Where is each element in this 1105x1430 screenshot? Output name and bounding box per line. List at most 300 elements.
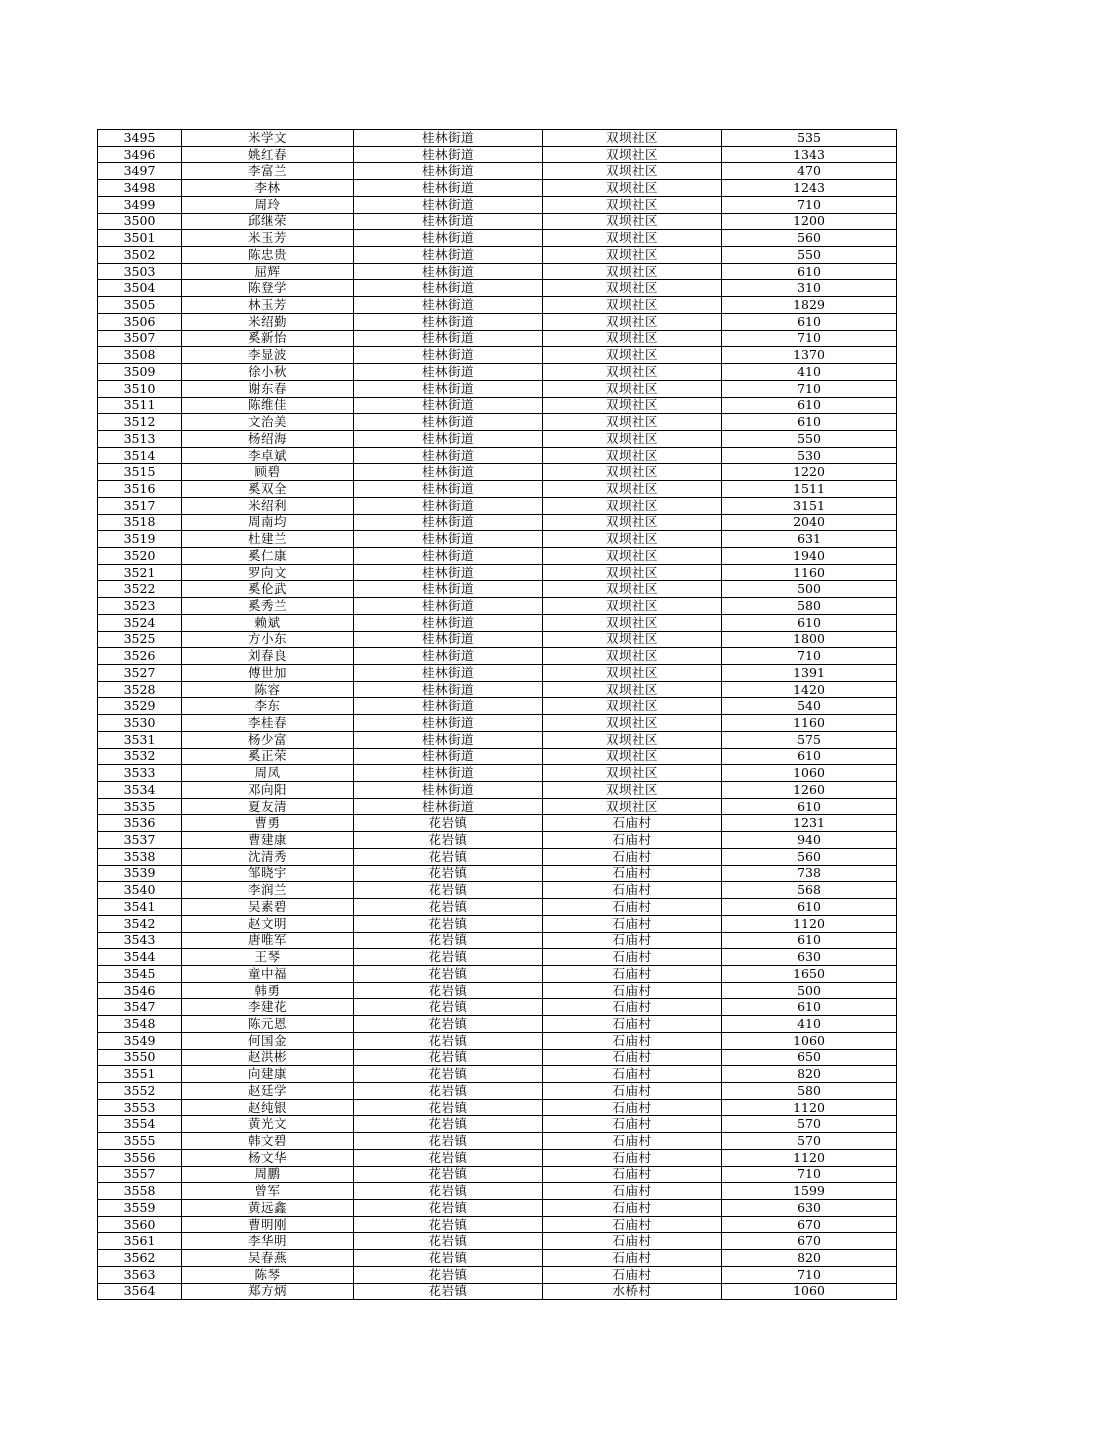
cell-village: 双坝社区 <box>543 447 722 464</box>
table-row <box>98 1116 897 1133</box>
cell-amount: 650 <box>722 1049 897 1066</box>
cell-name: 谢东春 <box>182 380 354 397</box>
cell-name: 刘春良 <box>182 648 354 665</box>
cell-id: 3518 <box>98 514 182 531</box>
cell-amount: 570 <box>722 1133 897 1150</box>
cell-village: 双坝社区 <box>543 380 722 397</box>
cell-amount: 610 <box>722 263 897 280</box>
cell-id: 3519 <box>98 531 182 548</box>
cell-id: 3536 <box>98 815 182 832</box>
cell-town: 花岩镇 <box>354 848 543 865</box>
cell-id: 3515 <box>98 464 182 481</box>
table-row <box>98 748 897 765</box>
cell-village: 双坝社区 <box>543 648 722 665</box>
cell-town: 桂林街道 <box>354 180 543 197</box>
cell-name: 唐唯军 <box>182 932 354 949</box>
table-row <box>98 698 897 715</box>
cell-id: 3551 <box>98 1066 182 1083</box>
table-row <box>98 915 897 932</box>
cell-village: 石庙村 <box>543 965 722 982</box>
cell-village: 双坝社区 <box>543 414 722 431</box>
cell-name: 陈容 <box>182 681 354 698</box>
cell-name: 赖斌 <box>182 614 354 631</box>
cell-amount: 1260 <box>722 782 897 799</box>
table-row <box>98 514 897 531</box>
cell-town: 桂林街道 <box>354 547 543 564</box>
cell-amount: 1829 <box>722 297 897 314</box>
cell-town: 桂林街道 <box>354 748 543 765</box>
cell-id: 3541 <box>98 899 182 916</box>
cell-id: 3562 <box>98 1250 182 1267</box>
cell-id: 3560 <box>98 1216 182 1233</box>
table-row <box>98 497 897 514</box>
cell-name: 何国金 <box>182 1032 354 1049</box>
cell-amount: 410 <box>722 1016 897 1033</box>
cell-amount: 610 <box>722 614 897 631</box>
table-row <box>98 798 897 815</box>
cell-village: 石庙村 <box>543 1200 722 1217</box>
table-row <box>98 1266 897 1283</box>
table-row <box>98 414 897 431</box>
cell-id: 3550 <box>98 1049 182 1066</box>
cell-town: 花岩镇 <box>354 1066 543 1083</box>
cell-name: 陈琴 <box>182 1266 354 1283</box>
cell-village: 石庙村 <box>543 1216 722 1233</box>
cell-amount: 568 <box>722 882 897 899</box>
cell-amount: 560 <box>722 848 897 865</box>
cell-amount: 710 <box>722 330 897 347</box>
cell-village: 石庙村 <box>543 815 722 832</box>
cell-town: 桂林街道 <box>354 514 543 531</box>
cell-amount: 610 <box>722 932 897 949</box>
cell-name: 吴春燕 <box>182 1250 354 1267</box>
table-row <box>98 882 897 899</box>
table-row <box>98 196 897 213</box>
cell-name: 陈登学 <box>182 280 354 297</box>
cell-name: 陈忠贵 <box>182 247 354 264</box>
cell-village: 石庙村 <box>543 1166 722 1183</box>
cell-name: 周玲 <box>182 196 354 213</box>
cell-id: 3549 <box>98 1032 182 1049</box>
cell-amount: 710 <box>722 196 897 213</box>
cell-id: 3495 <box>98 130 182 147</box>
cell-name: 曾军 <box>182 1183 354 1200</box>
cell-amount: 575 <box>722 731 897 748</box>
cell-amount: 1060 <box>722 1283 897 1300</box>
cell-town: 花岩镇 <box>354 815 543 832</box>
cell-id: 3511 <box>98 397 182 414</box>
cell-name: 米绍勤 <box>182 313 354 330</box>
cell-id: 3528 <box>98 681 182 698</box>
cell-id: 3520 <box>98 547 182 564</box>
cell-id: 3558 <box>98 1183 182 1200</box>
cell-amount: 1343 <box>722 146 897 163</box>
cell-name: 姚红春 <box>182 146 354 163</box>
cell-town: 桂林街道 <box>354 731 543 748</box>
table-row <box>98 163 897 180</box>
cell-village: 双坝社区 <box>543 497 722 514</box>
cell-id: 3539 <box>98 865 182 882</box>
cell-village: 双坝社区 <box>543 364 722 381</box>
cell-village: 双坝社区 <box>543 464 722 481</box>
cell-id: 3555 <box>98 1133 182 1150</box>
cell-village: 双坝社区 <box>543 614 722 631</box>
table-row <box>98 447 897 464</box>
cell-amount: 1243 <box>722 180 897 197</box>
cell-village: 双坝社区 <box>543 765 722 782</box>
cell-town: 花岩镇 <box>354 1032 543 1049</box>
cell-id: 3513 <box>98 430 182 447</box>
cell-town: 桂林街道 <box>354 196 543 213</box>
cell-name: 周鹏 <box>182 1166 354 1183</box>
cell-town: 桂林街道 <box>354 213 543 230</box>
cell-village: 石庙村 <box>543 1016 722 1033</box>
cell-name: 林玉芳 <box>182 297 354 314</box>
cell-town: 桂林街道 <box>354 782 543 799</box>
cell-amount: 1370 <box>722 347 897 364</box>
cell-id: 3547 <box>98 999 182 1016</box>
cell-name: 赵纯银 <box>182 1099 354 1116</box>
cell-town: 桂林街道 <box>354 681 543 698</box>
cell-village: 石庙村 <box>543 1133 722 1150</box>
table-row <box>98 397 897 414</box>
table-row <box>98 213 897 230</box>
table-row <box>98 631 897 648</box>
cell-name: 杨绍海 <box>182 430 354 447</box>
cell-name: 向建康 <box>182 1066 354 1083</box>
cell-id: 3505 <box>98 297 182 314</box>
cell-village: 石庙村 <box>543 1149 722 1166</box>
cell-id: 3507 <box>98 330 182 347</box>
cell-id: 3559 <box>98 1200 182 1217</box>
cell-town: 桂林街道 <box>354 297 543 314</box>
table-row <box>98 330 897 347</box>
cell-village: 石庙村 <box>543 1049 722 1066</box>
cell-amount: 670 <box>722 1233 897 1250</box>
cell-name: 罗向文 <box>182 564 354 581</box>
cell-village: 石庙村 <box>543 1266 722 1283</box>
cell-id: 3554 <box>98 1116 182 1133</box>
cell-village: 石庙村 <box>543 1183 722 1200</box>
table-row <box>98 1049 897 1066</box>
cell-amount: 610 <box>722 798 897 815</box>
cell-name: 赵文明 <box>182 915 354 932</box>
table-row <box>98 949 897 966</box>
cell-village: 石庙村 <box>543 865 722 882</box>
cell-village: 双坝社区 <box>543 731 722 748</box>
cell-amount: 1160 <box>722 715 897 732</box>
cell-id: 3504 <box>98 280 182 297</box>
cell-id: 3538 <box>98 848 182 865</box>
cell-town: 桂林街道 <box>354 364 543 381</box>
cell-amount: 630 <box>722 949 897 966</box>
cell-town: 花岩镇 <box>354 1149 543 1166</box>
cell-amount: 610 <box>722 313 897 330</box>
cell-town: 桂林街道 <box>354 481 543 498</box>
cell-id: 3500 <box>98 213 182 230</box>
table-row <box>98 614 897 631</box>
cell-town: 桂林街道 <box>354 564 543 581</box>
cell-town: 花岩镇 <box>354 982 543 999</box>
cell-village: 石庙村 <box>543 1233 722 1250</box>
table-row <box>98 598 897 615</box>
cell-id: 3523 <box>98 598 182 615</box>
cell-name: 奚秀兰 <box>182 598 354 615</box>
table-row <box>98 899 897 916</box>
cell-name: 李林 <box>182 180 354 197</box>
cell-amount: 820 <box>722 1066 897 1083</box>
cell-town: 桂林街道 <box>354 230 543 247</box>
table-row <box>98 547 897 564</box>
table-row <box>98 297 897 314</box>
cell-village: 双坝社区 <box>543 564 722 581</box>
cell-village: 双坝社区 <box>543 531 722 548</box>
cell-village: 双坝社区 <box>543 330 722 347</box>
cell-town: 桂林街道 <box>354 765 543 782</box>
cell-amount: 550 <box>722 430 897 447</box>
cell-village: 石庙村 <box>543 1250 722 1267</box>
cell-name: 韩文碧 <box>182 1133 354 1150</box>
cell-amount: 540 <box>722 698 897 715</box>
cell-amount: 1599 <box>722 1183 897 1200</box>
table-row <box>98 1200 897 1217</box>
cell-id: 3501 <box>98 230 182 247</box>
table-row <box>98 313 897 330</box>
cell-name: 黄光文 <box>182 1116 354 1133</box>
table-row <box>98 230 897 247</box>
cell-town: 花岩镇 <box>354 965 543 982</box>
cell-id: 3517 <box>98 497 182 514</box>
cell-town: 花岩镇 <box>354 1016 543 1033</box>
cell-town: 花岩镇 <box>354 1283 543 1300</box>
cell-amount: 560 <box>722 230 897 247</box>
cell-village: 双坝社区 <box>543 748 722 765</box>
cell-id: 3526 <box>98 648 182 665</box>
cell-town: 桂林街道 <box>354 464 543 481</box>
cell-village: 双坝社区 <box>543 196 722 213</box>
cell-amount: 710 <box>722 1166 897 1183</box>
cell-village: 双坝社区 <box>543 230 722 247</box>
cell-amount: 610 <box>722 999 897 1016</box>
cell-id: 3497 <box>98 163 182 180</box>
cell-village: 石庙村 <box>543 1116 722 1133</box>
cell-amount: 1060 <box>722 765 897 782</box>
cell-id: 3556 <box>98 1149 182 1166</box>
table-row <box>98 1283 897 1300</box>
table-row <box>98 263 897 280</box>
table-row <box>98 731 897 748</box>
cell-id: 3508 <box>98 347 182 364</box>
table-row <box>98 464 897 481</box>
cell-village: 石庙村 <box>543 915 722 932</box>
cell-village: 石庙村 <box>543 1032 722 1049</box>
cell-village: 双坝社区 <box>543 715 722 732</box>
cell-village: 双坝社区 <box>543 547 722 564</box>
cell-name: 杜建兰 <box>182 531 354 548</box>
cell-name: 奚正荣 <box>182 748 354 765</box>
cell-name: 韩勇 <box>182 982 354 999</box>
cell-amount: 1120 <box>722 1149 897 1166</box>
cell-amount: 580 <box>722 1082 897 1099</box>
cell-town: 桂林街道 <box>354 130 543 147</box>
cell-name: 李东 <box>182 698 354 715</box>
cell-village: 双坝社区 <box>543 698 722 715</box>
table-row <box>98 1250 897 1267</box>
cell-town: 桂林街道 <box>354 347 543 364</box>
cell-amount: 500 <box>722 982 897 999</box>
cell-village: 石庙村 <box>543 832 722 849</box>
cell-amount: 1800 <box>722 631 897 648</box>
cell-id: 3543 <box>98 932 182 949</box>
table-row <box>98 380 897 397</box>
cell-town: 花岩镇 <box>354 949 543 966</box>
cell-village: 石庙村 <box>543 882 722 899</box>
cell-amount: 1160 <box>722 564 897 581</box>
cell-id: 3561 <box>98 1233 182 1250</box>
cell-id: 3503 <box>98 263 182 280</box>
table-row <box>98 347 897 364</box>
cell-village: 双坝社区 <box>543 514 722 531</box>
cell-name: 沈清秀 <box>182 848 354 865</box>
table-row <box>98 1183 897 1200</box>
cell-id: 3525 <box>98 631 182 648</box>
cell-name: 邹晓宇 <box>182 865 354 882</box>
cell-id: 3542 <box>98 915 182 932</box>
table-row <box>98 715 897 732</box>
cell-village: 双坝社区 <box>543 598 722 615</box>
cell-id: 3552 <box>98 1082 182 1099</box>
cell-town: 桂林街道 <box>354 163 543 180</box>
cell-village: 双坝社区 <box>543 347 722 364</box>
cell-id: 3509 <box>98 364 182 381</box>
cell-name: 陈元恩 <box>182 1016 354 1033</box>
cell-village: 双坝社区 <box>543 313 722 330</box>
cell-amount: 1420 <box>722 681 897 698</box>
table-row <box>98 848 897 865</box>
cell-town: 桂林街道 <box>354 631 543 648</box>
cell-name: 周南均 <box>182 514 354 531</box>
cell-amount: 570 <box>722 1116 897 1133</box>
cell-town: 桂林街道 <box>354 447 543 464</box>
cell-village: 石庙村 <box>543 848 722 865</box>
cell-amount: 710 <box>722 648 897 665</box>
table-row <box>98 430 897 447</box>
table-row <box>98 1082 897 1099</box>
cell-id: 3557 <box>98 1166 182 1183</box>
table-row <box>98 564 897 581</box>
cell-amount: 500 <box>722 581 897 598</box>
cell-id: 3496 <box>98 146 182 163</box>
cell-id: 3553 <box>98 1099 182 1116</box>
cell-village: 双坝社区 <box>543 130 722 147</box>
cell-town: 花岩镇 <box>354 1049 543 1066</box>
cell-name: 曹勇 <box>182 815 354 832</box>
cell-amount: 580 <box>722 598 897 615</box>
cell-name: 陈维佳 <box>182 397 354 414</box>
cell-name: 李卓斌 <box>182 447 354 464</box>
table-row <box>98 865 897 882</box>
cell-amount: 310 <box>722 280 897 297</box>
cell-village: 水桥村 <box>543 1283 722 1300</box>
cell-id: 3524 <box>98 614 182 631</box>
cell-town: 桂林街道 <box>354 313 543 330</box>
cell-name: 童中福 <box>182 965 354 982</box>
cell-amount: 738 <box>722 865 897 882</box>
cell-town: 桂林街道 <box>354 430 543 447</box>
cell-town: 桂林街道 <box>354 715 543 732</box>
cell-id: 3521 <box>98 564 182 581</box>
table-row <box>98 1166 897 1183</box>
cell-town: 花岩镇 <box>354 1200 543 1217</box>
cell-id: 3563 <box>98 1266 182 1283</box>
cell-name: 黄远鑫 <box>182 1200 354 1217</box>
table-row <box>98 1016 897 1033</box>
cell-town: 花岩镇 <box>354 899 543 916</box>
cell-town: 桂林街道 <box>354 798 543 815</box>
table-row <box>98 247 897 264</box>
table-row <box>98 665 897 682</box>
cell-amount: 530 <box>722 447 897 464</box>
cell-town: 花岩镇 <box>354 1166 543 1183</box>
cell-id: 3535 <box>98 798 182 815</box>
cell-amount: 3151 <box>722 497 897 514</box>
cell-amount: 710 <box>722 380 897 397</box>
cell-village: 双坝社区 <box>543 263 722 280</box>
table-row <box>98 146 897 163</box>
cell-village: 石庙村 <box>543 999 722 1016</box>
cell-name: 李显波 <box>182 347 354 364</box>
cell-id: 3514 <box>98 447 182 464</box>
cell-town: 花岩镇 <box>354 1133 543 1150</box>
cell-town: 花岩镇 <box>354 882 543 899</box>
cell-id: 3540 <box>98 882 182 899</box>
cell-town: 桂林街道 <box>354 280 543 297</box>
cell-village: 双坝社区 <box>543 163 722 180</box>
cell-amount: 610 <box>722 748 897 765</box>
cell-village: 石庙村 <box>543 1082 722 1099</box>
cell-amount: 1391 <box>722 665 897 682</box>
cell-amount: 1940 <box>722 547 897 564</box>
cell-id: 3534 <box>98 782 182 799</box>
cell-name: 李富兰 <box>182 163 354 180</box>
cell-amount: 670 <box>722 1216 897 1233</box>
cell-id: 3512 <box>98 414 182 431</box>
cell-name: 邱继荣 <box>182 213 354 230</box>
cell-name: 赵洪彬 <box>182 1049 354 1066</box>
table-row <box>98 130 897 147</box>
cell-village: 双坝社区 <box>543 397 722 414</box>
cell-town: 桂林街道 <box>354 397 543 414</box>
cell-id: 3548 <box>98 1016 182 1033</box>
cell-name: 李润兰 <box>182 882 354 899</box>
cell-village: 石庙村 <box>543 1066 722 1083</box>
cell-village: 双坝社区 <box>543 213 722 230</box>
cell-town: 桂林街道 <box>354 146 543 163</box>
table-row <box>98 1133 897 1150</box>
cell-town: 桂林街道 <box>354 598 543 615</box>
cell-town: 桂林街道 <box>354 497 543 514</box>
cell-amount: 535 <box>722 130 897 147</box>
cell-id: 3522 <box>98 581 182 598</box>
cell-id: 3532 <box>98 748 182 765</box>
table-row <box>98 581 897 598</box>
cell-village: 双坝社区 <box>543 681 722 698</box>
cell-town: 桂林街道 <box>354 698 543 715</box>
table-row <box>98 180 897 197</box>
cell-village: 石庙村 <box>543 982 722 999</box>
cell-name: 屈辉 <box>182 263 354 280</box>
table-row <box>98 364 897 381</box>
